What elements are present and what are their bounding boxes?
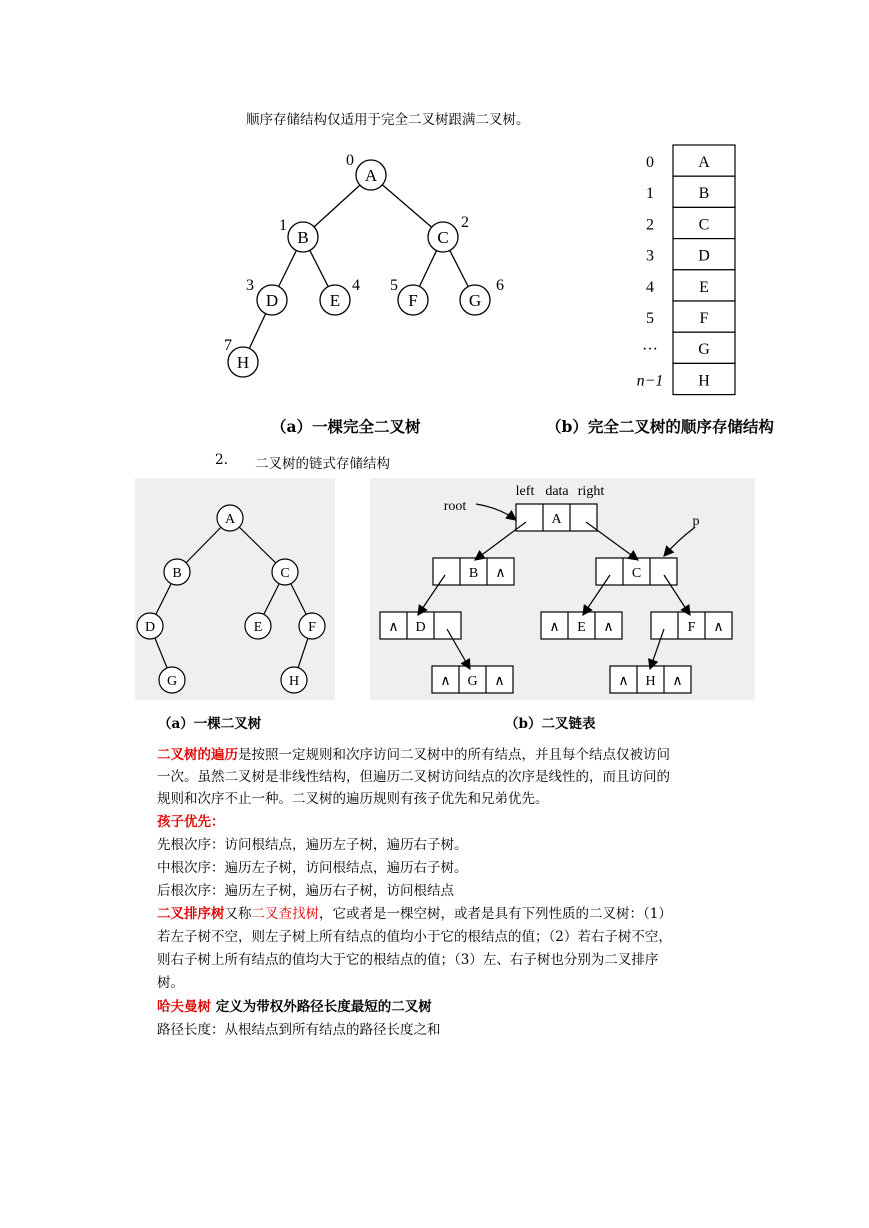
null-pointer: ∧ bbox=[713, 620, 724, 635]
tree-node-label: D bbox=[265, 291, 279, 310]
null-pointer: ∧ bbox=[495, 566, 506, 581]
tree-node-label: A bbox=[364, 166, 378, 185]
list-node-data: G bbox=[467, 674, 478, 689]
node-index-label: 7 bbox=[224, 337, 232, 354]
node-index-label: 1 bbox=[279, 217, 287, 234]
para-bst-line3: 则右子树上所有结点的值均大于它的根结点的值；（3）左、右子树也分别为二叉排序 bbox=[157, 952, 659, 968]
fig1-caption-b: （b）完全二叉树的顺序存储结构 bbox=[546, 417, 774, 436]
array-cell-value: G bbox=[698, 341, 710, 359]
term-bst: 二叉排序树 bbox=[157, 906, 225, 922]
array-cell-value: F bbox=[699, 310, 709, 327]
fig1-caption-a: （a）一棵完全二叉树 bbox=[271, 417, 421, 436]
node-index-label: 0 bbox=[346, 152, 354, 169]
para-bst-line1 bbox=[157, 903, 672, 925]
array-index-label: n−1 bbox=[636, 372, 664, 390]
tree-node-label: B bbox=[297, 228, 309, 247]
label-right: right bbox=[577, 484, 605, 499]
tree2-node-label: F bbox=[308, 620, 316, 635]
fig2-caption-b: （b）二叉链表 bbox=[505, 716, 596, 732]
null-pointer: ∧ bbox=[494, 674, 505, 689]
term-huffman: 哈夫曼树 bbox=[157, 999, 211, 1015]
array-index-label: 4 bbox=[646, 278, 654, 296]
array-index-label: 5 bbox=[646, 310, 654, 327]
null-pointer: ∧ bbox=[388, 620, 399, 635]
tree-node-label: G bbox=[468, 291, 482, 310]
bst-mid: 又称 bbox=[224, 906, 252, 922]
null-pointer: ∧ bbox=[618, 674, 629, 689]
array-index-label: 1 bbox=[646, 185, 654, 203]
para1-line1-text: 是按照一定规则和次序访问二叉树中的所有结点，并且每个结点仅被访问 bbox=[238, 747, 670, 763]
label-root: root bbox=[443, 499, 467, 514]
list-node-data: C bbox=[631, 566, 642, 581]
tree-node-label: C bbox=[437, 228, 449, 247]
tree2-node-label: E bbox=[253, 620, 263, 635]
bst-line1-rest: ，它或者是一棵空树，或者是具有下列性质的二叉树：（1） bbox=[319, 906, 672, 922]
order-postorder: 后根次序：遍历左子树，遍历右子树，访问根结点 bbox=[157, 883, 454, 899]
label-p: p bbox=[692, 514, 700, 529]
tree2-node-label: C bbox=[280, 566, 290, 581]
tree2-node-label: B bbox=[172, 566, 182, 581]
tree-node-label: H bbox=[236, 353, 250, 372]
node-index-label: 4 bbox=[352, 277, 360, 294]
array-index-label: ··· bbox=[642, 341, 658, 359]
section-title: 二叉树的链式存储结构 bbox=[255, 456, 390, 472]
child-first-heading: 孩子优先： bbox=[157, 814, 225, 830]
array-cell-value: D bbox=[698, 247, 710, 265]
list-node-data: F bbox=[687, 620, 696, 635]
array-cell-value: C bbox=[698, 216, 710, 234]
fig2-caption-a: （a）一棵二叉树 bbox=[158, 716, 262, 732]
array-cell-value: E bbox=[699, 278, 709, 296]
list-node-data: B bbox=[468, 566, 479, 581]
node-index-label: 5 bbox=[390, 277, 398, 294]
null-pointer: ∧ bbox=[440, 674, 451, 689]
list-node-data: E bbox=[577, 620, 586, 635]
null-pointer: ∧ bbox=[549, 620, 560, 635]
para-traversal-line2: 一次。虽然二叉树是非线性结构，但遍历二叉树访问结点的次序是线性的，而且访问的 bbox=[157, 769, 670, 785]
huffman-definition: 定义为带权外路径长度最短的二叉树 bbox=[211, 999, 432, 1015]
huffman-line bbox=[157, 996, 432, 1018]
intro-line: 顺序存储结构仅适用于完全二叉树跟满二叉树。 bbox=[246, 112, 530, 128]
figure-complete-tree bbox=[0, 140, 869, 410]
para-traversal-line3: 规则和次序不止一种。二叉树的遍历规则有孩子优先和兄弟优先。 bbox=[157, 791, 549, 807]
tree2-node-label: H bbox=[288, 674, 300, 689]
path-length-line: 路径长度：从根结点到所有结点的路径长度之和 bbox=[157, 1022, 441, 1038]
order-preorder: 先根次序：访问根结点，遍历左子树，遍历右子树。 bbox=[157, 837, 468, 853]
term-traversal: 二叉树的遍历 bbox=[157, 747, 238, 763]
list-node-data: A bbox=[551, 512, 562, 527]
tree-node-label: E bbox=[329, 291, 341, 310]
node-index-label: 2 bbox=[461, 214, 469, 231]
array-index-label: 2 bbox=[646, 216, 654, 234]
node-index-label: 3 bbox=[246, 277, 254, 294]
array-cell-value: A bbox=[698, 154, 710, 171]
label-left: left bbox=[515, 484, 535, 499]
array-index-label: 0 bbox=[646, 154, 654, 171]
section-number: 2. bbox=[215, 452, 228, 468]
order-inorder: 中根次序：遍历左子树，访问根结点，遍历右子树。 bbox=[157, 860, 468, 876]
label-data: data bbox=[545, 484, 569, 499]
list-node-data: D bbox=[415, 620, 426, 635]
tree2-node-label: G bbox=[166, 674, 178, 689]
null-pointer: ∧ bbox=[603, 620, 614, 635]
node-index-label: 6 bbox=[496, 277, 504, 294]
tree-node-label: F bbox=[408, 291, 418, 310]
null-pointer: ∧ bbox=[672, 674, 683, 689]
tree2-node-label: D bbox=[144, 620, 156, 635]
tree2-node-label: A bbox=[224, 512, 236, 527]
list-node-data: H bbox=[645, 674, 656, 689]
para-bst-line2: 若左子树不空，则左子树上所有结点的值均小于它的根结点的值；（2）若右子树不空， bbox=[157, 929, 672, 945]
array-cell-value: B bbox=[698, 185, 710, 203]
array-index-label: 3 bbox=[646, 247, 654, 265]
para-traversal-line1 bbox=[157, 744, 670, 766]
array-cell-value: H bbox=[698, 372, 710, 390]
term-bst-alias: 二叉查找树 bbox=[251, 906, 319, 922]
para-bst-line4: 树。 bbox=[157, 975, 184, 991]
figure-linked-tree bbox=[0, 478, 869, 708]
